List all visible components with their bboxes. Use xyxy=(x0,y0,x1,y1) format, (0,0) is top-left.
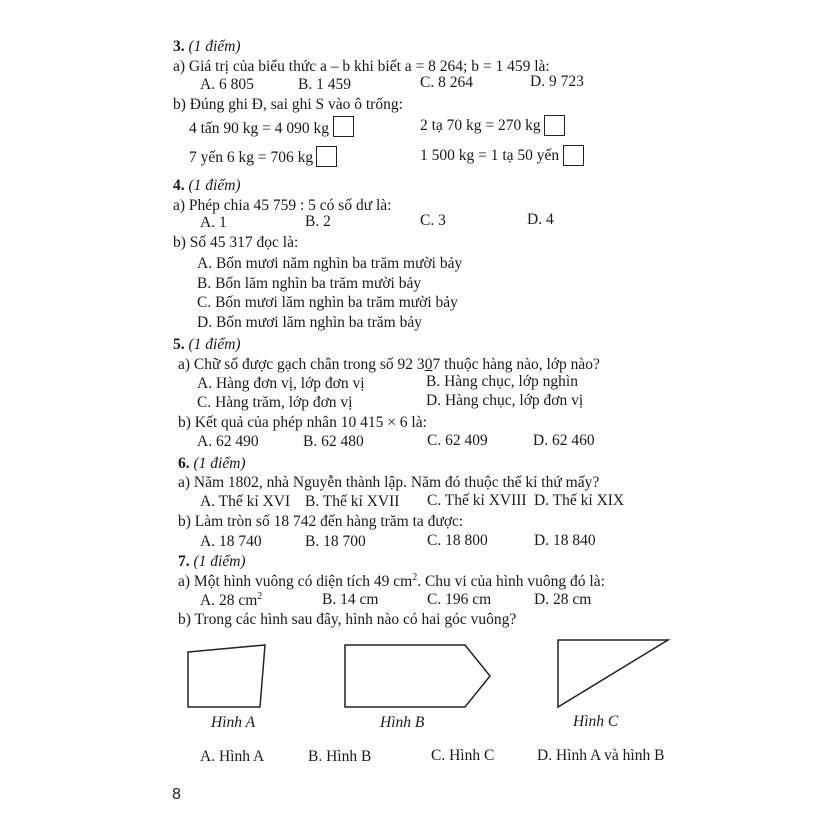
q3b-question: b) Đúng ghi Đ, sai ghi S vào ô trống: xyxy=(173,96,403,113)
q5a-question: a) Chữ số được gạch chân trong số 92 307 thuộc hàng nào, lớp nào? xyxy=(178,356,600,373)
q7b-option-c: C. Hình C xyxy=(431,747,495,764)
q5a-option-a: A. Hàng đơn vị, lớp đơn vị xyxy=(197,375,365,392)
q6a-option-b: B. Thế kỉ XVII xyxy=(305,493,400,510)
q4a-option-b: B. 2 xyxy=(305,213,331,230)
q6-heading: 6. (1 điểm) xyxy=(178,455,246,472)
q3b-item-1: 4 tấn 90 kg = 4 090 kg xyxy=(189,120,330,137)
q5b-question: b) Kết quả của phép nhân 10 415 × 6 là: xyxy=(178,414,427,431)
page-number: 8 xyxy=(172,786,181,803)
q5b-option-a: A. 62 490 xyxy=(197,433,259,450)
q7-heading: 7. (1 điểm) xyxy=(178,553,246,570)
figure-c-triangle xyxy=(558,640,668,707)
q6b-option-c: C. 18 800 xyxy=(427,532,488,549)
figure-a-quadrilateral xyxy=(188,645,265,707)
q3b-item-4: 1 500 kg = 1 tạ 50 yến xyxy=(420,147,560,164)
q6b-option-a: A. 18 740 xyxy=(200,533,262,550)
q4b-option-b: B. Bốn lăm nghìn ba trăm mười bảy xyxy=(197,275,422,292)
q5a-option-b: B. Hàng chục, lớp nghìn xyxy=(426,373,578,390)
q4-heading: 4. (1 điểm) xyxy=(173,177,241,194)
q7b-option-d: D. Hình A và hình B xyxy=(537,747,665,764)
q6b-option-d: D. 18 840 xyxy=(534,532,596,549)
underlined-digit: 0 xyxy=(424,356,433,373)
q3a-option-d: D. 9 723 xyxy=(530,73,584,90)
q4a-option-c: C. 3 xyxy=(420,212,446,229)
q7a-option-d: D. 28 cm xyxy=(534,591,592,608)
q5b-option-b: B. 62 480 xyxy=(303,433,364,450)
q4b-option-a: A. Bốn mươi năm nghìn ba trăm mười bảy xyxy=(197,255,463,272)
q4b-option-c: C. Bốn mươi lăm nghìn ba trăm mười bảy xyxy=(197,294,458,311)
figure-b-pentagon xyxy=(345,645,490,707)
figure-a-label: Hình A xyxy=(211,714,256,731)
q5b-option-d: D. 62 460 xyxy=(533,432,595,449)
q4a-option-a: A. 1 xyxy=(200,214,227,231)
q3b-item-3: 7 yến 6 kg = 706 kg xyxy=(189,149,314,166)
q3a-option-c: C. 8 264 xyxy=(420,74,473,91)
q5b-option-c: C. 62 409 xyxy=(427,432,488,449)
q7a-question: a) Một hình vuông có diện tích 49 $cm^2$. Chu vi của hình vuông đó là: xyxy=(178,571,605,590)
q5-heading: 5. (1 điểm) xyxy=(173,336,241,353)
q6b-option-b: B. 18 700 xyxy=(305,533,366,550)
q4a-question: a) Phép chia 45 759 : 5 có số dư là: xyxy=(173,197,392,214)
q6a-option-a: A. Thế kỉ XVI xyxy=(200,493,291,510)
q6b-question: b) Làm tròn số 18 742 đến hàng trăm ta được: xyxy=(178,513,464,530)
q7a-option-c: C. 196 cm xyxy=(427,591,492,608)
q5a-option-d: D. Hàng chục, lớp đơn vị xyxy=(426,392,584,409)
q6a-question: a) Năm 1802, nhà Nguyễn thành lập. Năm đó thuộc thế kỉ thứ mấy? xyxy=(178,474,600,491)
q3b-item-2: 2 tạ 70 kg = 270 kg xyxy=(420,117,541,134)
q7a-option-b: B. 14 cm xyxy=(322,591,379,608)
q7b-question: b) Trong các hình sau đây, hình nào có hai góc vuông? xyxy=(178,611,517,628)
figure-c-label: Hình C xyxy=(573,713,619,730)
q3a-option-a: A. 6 805 xyxy=(200,76,254,93)
q4b-question: b) Số 45 317 đọc là: xyxy=(173,234,299,251)
q7b-option-b: B. Hình B xyxy=(308,748,372,765)
q7b-option-a: A. Hình A xyxy=(200,748,265,765)
q4a-option-d: D. 4 xyxy=(527,211,554,228)
q3a-question: a) Giá trị của biểu thức a – b khi biết a = 8 264; b = 1 459 là: xyxy=(173,58,550,75)
q4b-option-d: D. Bốn mươi lăm nghìn ba trăm bảy xyxy=(197,314,422,331)
figure-b-label: Hình B xyxy=(380,714,425,731)
q6a-option-d: D. Thế kỉ XIX xyxy=(534,492,625,509)
q6a-option-c: C. Thế kỉ XVIII xyxy=(427,492,527,509)
q3-heading: 3. (1 điểm) xyxy=(173,38,241,55)
q7a-option-a: A. 28 $cm^2$ xyxy=(200,590,263,609)
q3a-option-b: B. 1 459 xyxy=(298,76,351,93)
q5a-option-c: C. Hàng trăm, lớp đơn vị xyxy=(197,394,353,411)
